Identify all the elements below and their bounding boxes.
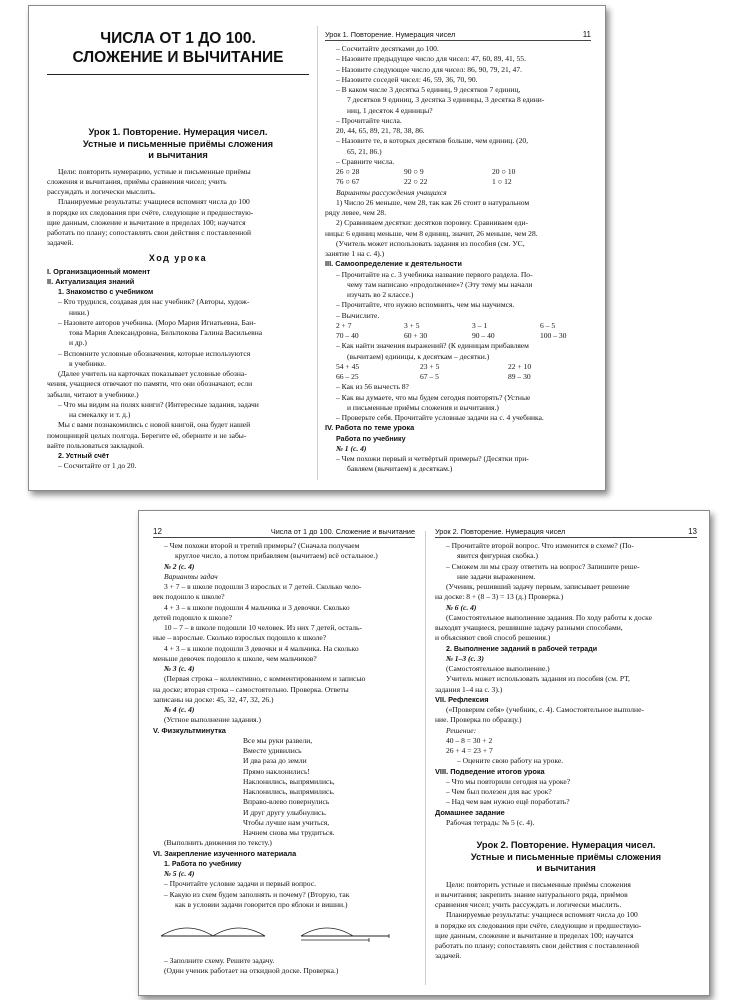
- section-heading: 1. Работа по учебнику: [164, 859, 242, 868]
- section-heading: 2. Выполнение заданий в рабочей тетради: [446, 644, 598, 653]
- text-line: – Как вы думаете, что мы будем сегодня повторять? (Устные: [336, 392, 531, 402]
- page-number: 13: [688, 527, 697, 536]
- text-line: – Назовите авторов учебника. (Моро Мария Игнатьевна, Бан-: [58, 317, 256, 327]
- text-line: и вычитания; закрепить знание натурального ряда, приёмов: [435, 889, 628, 899]
- text-line: – Сравните числа.: [336, 156, 395, 166]
- text-line: 7 десятков 9 единиц, 3 десятка 3 единицы, 3 десятка 8 едини-: [347, 95, 545, 105]
- text-line: Цели: повторить устные и письменные приёмы сложения: [446, 879, 631, 889]
- scheme-arc: [301, 928, 353, 936]
- running-header: [435, 527, 697, 538]
- text-line: – Заполните схему. Решите задачу.: [164, 956, 275, 965]
- text-line: (Ученик, решивший задачу первым, записывает решение: [446, 582, 630, 591]
- text-line: детей подошло к школе?: [153, 612, 232, 622]
- text-line: № 1–3 (с. 3): [446, 653, 484, 663]
- text-line: – Назовите те, в которых десятков больше, чем единиц. (20,: [336, 136, 529, 146]
- lesson-1-body: [47, 267, 309, 472]
- text-line: круглое число, а потом прибавляем (вычитаем) всё остальное.): [175, 551, 378, 561]
- text-line: в учебнике.: [69, 358, 107, 368]
- text-line: сложения и вычитания, приёмы сравнения чисел; учить: [47, 176, 227, 186]
- task-scheme-diagram: [153, 918, 415, 950]
- text-line: 40 – 8 = 30 + 2: [446, 735, 493, 745]
- section-heading: 2. Устный счёт: [58, 452, 110, 460]
- text-line: Цели: повторить нумерацию, устные и письменные приёмы: [58, 166, 251, 176]
- text-line: 26 + 4 = 23 + 7: [446, 746, 493, 755]
- text-line: работать по плану; сопоставлять свои действия с поставленной: [47, 228, 252, 237]
- scheme-arc: [213, 928, 265, 936]
- text-line: записаны на доске: 45, 32, 47, 32, 26.): [153, 694, 274, 704]
- text-line: № 3 (с. 4): [164, 664, 195, 673]
- text-line: ниц, 1 десяток 4 единицы?: [347, 105, 433, 115]
- calc-table-1: [325, 321, 591, 342]
- lesson-1-title: Урок 1. Повторение. Нумерация чисел. Устные и письменные приёмы сложения и вычитания: [82, 127, 274, 160]
- text-line: 4 + 3 – к школе подошли 4 мальчика и 3 девочки. Сколько: [164, 602, 350, 612]
- text-line: № 4 (с. 4): [164, 705, 195, 714]
- scheme-svg: [153, 918, 415, 950]
- section-heading: Работа по учебнику: [336, 434, 406, 443]
- exercise-block-1: [325, 44, 591, 167]
- text-line: помощницей целых полгода. Берегите её, оберните и не забы-: [47, 430, 247, 440]
- text-line: (Далее учитель на карточках показывает условные обозна-: [58, 369, 247, 378]
- text-line: Варианты рассуждения учащихся: [336, 187, 447, 197]
- text-line: (Один ученик работает на откидной доске. Проверка.): [164, 966, 339, 976]
- calc-row: 54 + 45 23 + 5 22 + 10: [336, 361, 532, 371]
- text-line: – Назовите предыдущее число для чисел: 47, 60, 89, 41, 55.: [336, 54, 526, 64]
- text-line: – Назовите соседей чисел: 46, 59, 36, 70, 90.: [336, 74, 478, 84]
- page-12-body-3: [153, 956, 415, 977]
- text-line: (Самостоятельное выполнение.): [446, 664, 550, 673]
- section-heading: VI. Закрепление изученного материала: [153, 848, 297, 858]
- chapter-title-line1: ЧИСЛА ОТ 1 ДО 100.: [100, 30, 256, 47]
- page-13: [435, 511, 697, 995]
- text-line: № 6 (с. 4): [446, 602, 477, 612]
- text-line: сравнения чисел; учить рассуждать и логически мыслить.: [435, 900, 622, 909]
- text-line: – Чем был полезен для вас урок?: [446, 787, 552, 796]
- text-line: задания 1–4 на с. 3).): [435, 684, 503, 694]
- text-line: Рабочая тетрадь: № 5 (с. 4).: [446, 817, 535, 827]
- text-line: век подошло к школе?: [153, 592, 225, 602]
- section-heading: IV. Работа по теме урока: [325, 423, 415, 433]
- section-heading: Домашнее задание: [435, 807, 505, 817]
- text-line: Планируемые результаты: учащиеся вспомнят числа до 100: [58, 197, 250, 207]
- exercise-block-3: [325, 341, 591, 362]
- text-line: (Первая строка – коллективно, с комментированием и записью: [164, 674, 366, 684]
- text-line: бавляем (вычитаем) к десяткам.): [347, 464, 453, 474]
- gutter: [317, 26, 318, 480]
- page-12-body: [153, 541, 415, 736]
- text-line: – Сосчитайте десятками до 100.: [336, 44, 439, 53]
- page-number: 11: [582, 30, 591, 39]
- compare-table: [325, 167, 591, 188]
- calc-row: 70 – 40 60 + 30 90 – 40 100 – 30: [336, 331, 567, 340]
- text-line: явится фигурная скобка.): [457, 551, 539, 561]
- text-line: (Устное выполнение задания.): [164, 715, 262, 725]
- text-line: – Назовите следующее число для чисел: 86, 90, 79, 21, 47.: [336, 64, 522, 74]
- text-line: вайте пользоваться закладкой.: [47, 440, 145, 450]
- text-line: – Сможем ли мы сразу ответить на вопрос? Запишите реше-: [446, 561, 640, 571]
- page-12: [153, 511, 415, 995]
- calc-row: 2 + 7 3 + 5 3 – 1 6 – 5: [336, 320, 556, 330]
- text-line: – Прочитайте числа.: [336, 115, 402, 125]
- text-line: на доске; вторая строка – самостоятельно. Проверка. Ответы: [153, 684, 349, 694]
- text-line: – Проверьте себя. Прочитайте условные задачи на с. 4 учебника.: [336, 413, 544, 422]
- text-line: 10 – 7 – в школе подошли 10 человек. Из них 7 детей, осталь-: [164, 623, 362, 632]
- text-line: ние. Проверка по образцу.): [435, 715, 522, 725]
- section-heading: I. Организационный момент: [47, 266, 151, 276]
- text-line: (вычитаем) единицы, к десяткам – десятки.): [347, 351, 490, 361]
- text-line: – Сосчитайте от 1 до 20.: [58, 461, 137, 471]
- exercise-block-4: [325, 382, 591, 474]
- text-line: – Над чем вам нужно ещё поработать?: [446, 797, 570, 807]
- text-line: – Оцените свою работу на уроке.: [457, 756, 564, 766]
- book-spread-top: [28, 5, 606, 491]
- text-line: щие данным, сложение и вычитание в пределах 100; научатся: [47, 217, 246, 227]
- lesson-2-goals: [435, 880, 697, 962]
- text-line: (Выполнить движения по тексту.): [164, 838, 272, 848]
- lesson-2-title: Урок 2. Повторение. Нумерация чисел. Устные и письменные приёмы сложения и вычитания: [470, 840, 662, 873]
- text-line: ницы: 6 единиц меньше, чем 8 единиц, значит, 26 меньше, чем 28.: [325, 228, 538, 238]
- text-line: и письменные приёмы сложения и вычитания.): [347, 402, 499, 412]
- book-spread-bottom: [138, 510, 710, 996]
- text-line: чему там написано «продолжение»? (Эту тему мы начали: [347, 279, 533, 289]
- compare-row: 26 ○ 28 90 ○ 9 20 ○ 10: [336, 167, 516, 176]
- exercise-poem: Все мы руки развели, Вместе удивились И два раза до земли Прямо наклонились! Наклонились, выпрямились, Наклонились, выпрямились. Вправо-влево повернулись И друг другу улыбнулись. Чтобы лучше нам учиться, Начнем снова мы трудиться.: [243, 735, 335, 837]
- text-line: в порядке их следования при счёте, следующие и предшествую-: [435, 920, 642, 930]
- compare-row: 76 ○ 67 22 ○ 22 1 ○ 12: [336, 177, 512, 187]
- running-header: [325, 30, 591, 41]
- text-line: – Прочитайте условие задачи и первый вопрос.: [164, 879, 316, 889]
- text-line: Учитель может использовать задания из пособия (см. РТ,: [446, 674, 630, 684]
- text-line: 2) Сравниваем десятки: десятков поровну. Сравниваем еди-: [336, 218, 529, 228]
- section-heading: 1. Знакомство с учебником: [58, 288, 154, 296]
- text-line: – Прочитайте второй вопрос. Что изменится в схеме? (По-: [446, 541, 634, 550]
- text-line: 3 + 7 – в школе подошли 3 взрослых и 7 детей. Сколько чело-: [164, 582, 362, 591]
- text-line: № 5 (с. 4): [164, 869, 195, 878]
- text-line: – Вспомните условные обозначения, которые используются: [58, 348, 251, 358]
- lesson-1-goals: [47, 167, 309, 249]
- text-line: Планируемые результаты: учащиеся вспомнят числа до 100: [446, 910, 638, 920]
- text-line: чения, учащиеся отвечают по памяти, что они обозначают, если: [47, 379, 253, 389]
- text-line: № 1 (с. 4): [336, 443, 367, 453]
- text-line: Мы с вами познакомились с новой книгой, она будет нашей: [58, 420, 251, 430]
- text-line: – Чем похожи первый и четвёртый примеры? (Десятки при-: [336, 454, 529, 463]
- text-line: щие данным, сложение и вычитание в пределах 100; научатся: [435, 930, 634, 940]
- page-13-body: [435, 541, 697, 828]
- text-line: – Как из 56 вычесть 8?: [336, 382, 409, 392]
- text-line: ные – взрослые. Сколько взрослых подошло к школе?: [153, 633, 327, 643]
- text-line: – Вычислите.: [336, 310, 380, 320]
- text-line: 4 + 3 – к школе подошли 3 девочки и 4 мальчика. На сколько: [164, 643, 359, 653]
- running-header: [153, 527, 415, 538]
- text-line: меньше девочек подошло к школе, чем мальчиков?: [153, 653, 317, 663]
- text-line: – Как найти значения выражений? (К единицам прибавляем: [336, 341, 529, 351]
- text-line: и объясняют свой способ решения.): [435, 633, 551, 643]
- text-line: това Мария Александровна, Бельтюкова Галина Васильевна: [69, 328, 263, 337]
- text-line: как в условии задачи говорится про яблоки и вишни.): [175, 899, 348, 909]
- section-heading: III. Самоопределение к деятельности: [325, 259, 462, 269]
- page-number: 12: [153, 527, 162, 536]
- calc-row: 66 – 25 67 – 5 89 – 30: [336, 372, 531, 381]
- calc-table-2: [325, 362, 591, 383]
- section-heading: V. Физкультминутка: [153, 725, 226, 735]
- text-line: и др.): [69, 338, 87, 348]
- text-line: – Что мы повторили сегодня на уроке?: [446, 776, 571, 786]
- chapter-title-line2: СЛОЖЕНИЕ И ВЫЧИТАНИЕ: [72, 49, 284, 66]
- text-line: рассуждать и логически мыслить.: [47, 187, 156, 196]
- section-heading: VII. Рефлексия: [435, 694, 489, 704]
- text-line: занятие 1 на с. 4).): [325, 249, 385, 258]
- text-line: – Чем похожи второй и третий примеры? (Сначала получаем: [164, 541, 360, 550]
- text-line: ряду левее, чем 28.: [325, 208, 387, 217]
- header-title: Урок 1. Повторение. Нумерация чисел: [325, 30, 456, 39]
- text-line: 1) Число 26 меньше, чем 28, так как 26 стоит в натуральном: [336, 197, 530, 207]
- text-line: задачей.: [435, 951, 462, 961]
- section-heading: II. Актуализация знаний: [47, 276, 135, 286]
- page-10: [47, 6, 309, 490]
- text-line: задачей.: [47, 238, 74, 248]
- text-line: (Учитель может использовать задания из пособия (см. УС,: [336, 238, 525, 248]
- text-line: – Кто трудился, создавая для нас учебник? (Авторы, худож-: [58, 297, 250, 307]
- page-12-body-2: [153, 838, 415, 910]
- text-line: забыли, читают в учебнике.): [47, 389, 139, 399]
- text-line: на доске: 8 + (8 – 3) = 13 (д.) Проверка.): [435, 592, 564, 602]
- page-11: [325, 6, 591, 490]
- text-line: – Прочитайте, что нужно вспомнить, чем мы научимся.: [336, 300, 515, 310]
- text-line: – Прочитайте на с. 3 учебника название первого раздела. По-: [336, 269, 533, 279]
- text-line: выходят учащиеся, решившие задачу разными способами,: [435, 623, 623, 632]
- text-line: ние задачи выражением.: [457, 571, 536, 581]
- section-heading: VIII. Подведение итогов урока: [435, 766, 545, 776]
- text-line: № 2 (с. 4): [164, 561, 195, 571]
- text-line: – Что мы видим на полях книги? (Интересные задания, задачи: [58, 399, 259, 409]
- text-line: – Какую из схем будем заполнять и почему? (Вторую, так: [164, 889, 350, 899]
- text-line: Варианты задач: [164, 571, 218, 581]
- gutter: [425, 531, 426, 985]
- text-line: ники.): [69, 307, 90, 317]
- text-line: работать по плану; сопоставлять свои действия с поставленной: [435, 941, 640, 950]
- lesson-plan-heading: Ход урока: [148, 252, 208, 263]
- header-title: Числа от 1 до 100. Сложение и вычитание: [270, 527, 415, 536]
- text-line: 65, 21, 86.): [347, 146, 382, 156]
- header-title: Урок 2. Повторение. Нумерация чисел: [435, 527, 566, 536]
- text-line: (Самостоятельное выполнение задания. По ходу работы к доске: [446, 612, 653, 622]
- scheme-arc: [161, 928, 213, 936]
- text-line: Решение:: [446, 725, 477, 735]
- text-line: – В каком числе 3 десятка 5 единиц, 9 десятков 7 единиц,: [336, 85, 521, 94]
- text-line: на смекалку и т. д.): [69, 410, 131, 419]
- text-line: в порядке их следования при счёте, следующие и предшествую-: [47, 207, 254, 217]
- exercise-block-2: [325, 188, 591, 321]
- text-line: изучать во 2 классе.): [347, 290, 414, 299]
- text-line: («Проверим себя» (учебник, с. 4). Самостоятельное выполне-: [446, 705, 644, 714]
- text-line: 20, 44, 65, 89, 21, 78, 38, 86.: [336, 126, 425, 135]
